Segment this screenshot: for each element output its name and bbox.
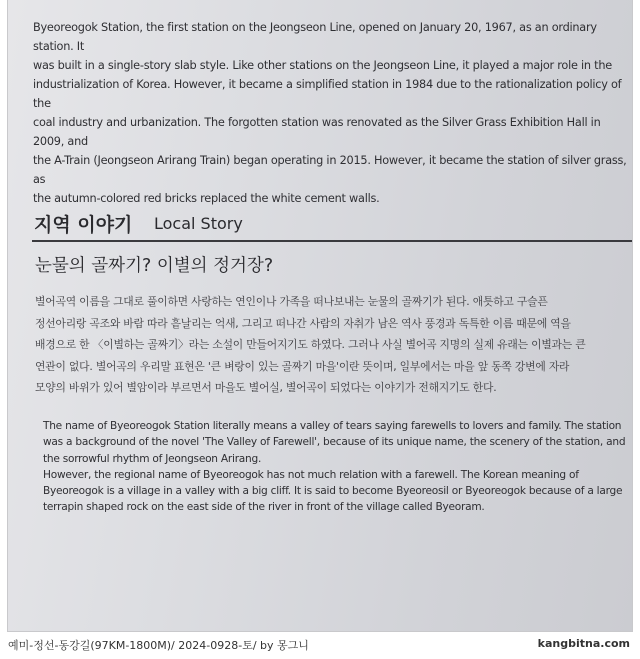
section-title-korean: 지역 이야기 — [34, 214, 133, 236]
story-subtitle: 눈물의 골짜기? 이별의 정거장? — [35, 256, 274, 276]
intro-paragraph: Byeoreogok Station, the first station on the Jeongseon Line, opened on January 20, 1967, as an ordinary station. It was built in a single-story slab style. Like other stations on the Jeongseon Line, it played a major role in the industrialization of Korea. However, it became a simplified station in 1984 due to the rationalization policy of the coal industry and urbanization. The forgotten station was renovated as the Silver Grass Exhibition Hall in 2009, and the A-Train (Jeongseon Arirang Train) began operating in 2015. However, it became the station of silver grass, as the autumn-colored red bricks replaced the white cement walls. — [33, 21, 627, 205]
site-watermark[interactable]: kangbitna.com — [537, 637, 630, 650]
section-header — [32, 206, 632, 242]
section-title-english: Local Story — [154, 214, 243, 233]
photo-caption: 예미-정선-동강길(97KM-1800M)/ 2024-0928-토/ by 몽그니 — [8, 639, 309, 652]
sign-photo — [8, 0, 632, 631]
english-paragraph: The name of Byeoreogok Station literally means a valley of tears saying farewells to lovers and family. The station was a background of the novel 'The Valley of Farewell', because of its unique name, the scenery of the station, and the sorrowful rhythm of Jeongseon Arirang. However, the regional name of Byeoreogok has not much relation with a farewell. The Korean meaning of Byeoreogok is a village in a valley with a big cliff. It is said to become Byeoreosil or Byeoreogok because of a large terrapin shaped rock on the east side of the river in front of the village called Byeoram. — [43, 420, 626, 514]
korean-paragraph: 별어곡역 이름을 그대로 풀이하면 사랑하는 연인이나 가족을 떠나보내는 눈물의 골짜기가 된다. 애틋하고 구슬픈 정선아리랑 곡조와 바람 따라 흩날리는 억새, 그리고 떠나간 사람의 자취가 남은 역사 풍경과 독특한 이름 때문에 역을 배경으로 한 〈이별하는 골짜기〉라는 소설이 만들어지기도 하였다. 그러나 사실 별어곡 지명의 실제 유래는 이별과는 큰 연관이 없다. 별어곡의 우리말 표현은 '큰 벼랑이 있는 골짜기 마을'이란 뜻이며, 일부에서는 마을 앞 동쪽 강변에 자라 모양의 바위가 있어 별암이라 부르면서 마을도 별어실, 별어곡이 되었다는 이야기가 전해지기도 한다. — [35, 295, 586, 394]
